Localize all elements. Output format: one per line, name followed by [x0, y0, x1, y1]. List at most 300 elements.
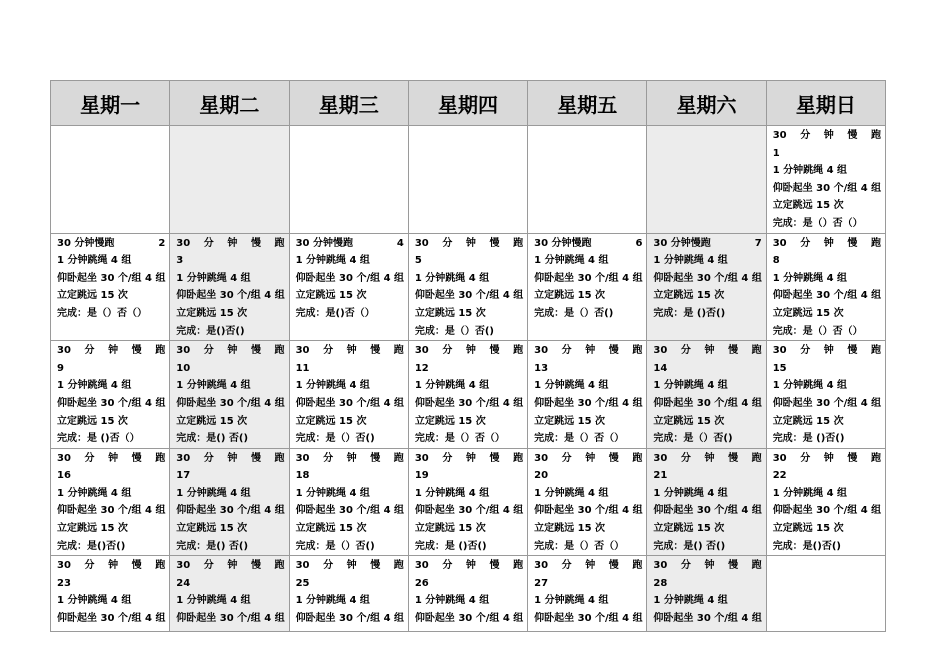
rope-line: 1 分钟跳绳 4 组: [414, 487, 490, 499]
jump-line: 立定跳远 15 次: [176, 523, 248, 535]
run-line: [653, 235, 761, 253]
jump-line: 立定跳远 15 次: [176, 307, 248, 319]
jump-line: 立定跳远 15 次: [653, 523, 725, 535]
situp-line: 仰卧起坐 30 个/组 4 组: [176, 613, 285, 625]
run-word: 钟: [108, 560, 119, 572]
run-word: 分: [680, 452, 691, 464]
day-number: 4: [396, 237, 404, 249]
day-cell: [408, 448, 527, 556]
run-word: 跑: [274, 560, 285, 572]
situp-line: 仰卧起坐 30 个/组 4 组: [772, 397, 882, 409]
day-cell: [289, 448, 408, 556]
run-word: 钟: [346, 452, 357, 464]
run-line: [57, 557, 165, 575]
run-word: 慢: [847, 345, 858, 357]
run-word: 钟: [585, 560, 596, 572]
run-word: 钟: [465, 560, 476, 572]
weekday-header-row: [51, 81, 886, 126]
completion-line: 完成：是（）否(): [414, 325, 494, 337]
situp-line: 仰卧起坐 30 个/组 4 组: [295, 397, 405, 409]
run-word: 慢: [608, 345, 619, 357]
day-cell: [766, 448, 885, 556]
run-word: 30: [772, 452, 787, 464]
situp-line: 仰卧起坐 30 个/组 4 组: [414, 505, 524, 517]
rope-line: 1 分钟跳绳 4 组: [295, 380, 370, 392]
run-line: [534, 235, 642, 253]
situp-line: 仰卧起坐 30 个/组 4 组: [57, 613, 166, 625]
run-word: 慢: [489, 560, 500, 572]
situp-line: 仰卧起坐 30 个/组 4 组: [57, 397, 166, 409]
rope-line: 1 分钟跳绳 4 组: [772, 487, 848, 499]
run-word: 慢: [489, 452, 500, 464]
run-line: [296, 235, 404, 253]
situp-line: 仰卧起坐 30 个/组 4 组: [57, 505, 166, 517]
situp-line: 仰卧起坐 30 个/组 4 组: [653, 613, 762, 625]
jump-line: 立定跳远 15 次: [772, 415, 844, 427]
jump-line: 立定跳远 15 次: [414, 307, 486, 319]
run-line: [773, 235, 881, 253]
run-word: 跑: [751, 345, 762, 357]
run-word: 30: [534, 345, 549, 357]
run-word: 慢: [489, 237, 500, 249]
day-number: 26: [414, 577, 429, 589]
run-word: 跑: [751, 452, 762, 464]
completion-line: 完成：是（）否（）: [57, 307, 147, 319]
weekday-monday: 星期一: [51, 81, 170, 126]
day-number: 24: [176, 577, 191, 589]
run-word: 分: [680, 345, 691, 357]
rope-line: 1 分钟跳绳 4 组: [57, 255, 132, 267]
rope-line: 1 分钟跳绳 4 组: [57, 595, 132, 607]
jump-line: 立定跳远 15 次: [772, 307, 844, 319]
week-row: [51, 233, 886, 341]
run-word: 分: [800, 452, 811, 464]
run-word: 慢: [131, 452, 142, 464]
run-word: 30: [414, 237, 429, 249]
jump-line: 立定跳远 15 次: [295, 290, 367, 302]
run-word: 钟: [227, 345, 238, 357]
rope-line: 1 分钟跳绳 4 组: [653, 255, 728, 267]
run-word: 分: [203, 452, 214, 464]
completion-line: 完成：是() 否(): [653, 540, 726, 552]
situp-line: 仰卧起坐 30 个/组 4 组: [57, 272, 166, 284]
jump-line: 立定跳远 15 次: [772, 200, 844, 212]
run-word: 跑: [870, 345, 881, 357]
day-cell: [170, 341, 289, 449]
run-line: [57, 450, 165, 468]
run-word: 跑: [274, 452, 285, 464]
run-word: 钟: [823, 130, 834, 141]
rope-line: 1 分钟跳绳 4 组: [653, 487, 728, 499]
run-word: 30: [295, 560, 310, 572]
jump-line: 立定跳远 15 次: [534, 415, 606, 427]
day-cell: [289, 126, 408, 234]
situp-line: 仰卧起坐 30 个/组 4 组: [176, 290, 285, 302]
run-word: 跑: [155, 345, 166, 357]
situp-line: 仰卧起坐 30 个/组 4 组: [534, 397, 643, 409]
day-cell: [528, 233, 647, 341]
day-number: 11: [295, 362, 310, 374]
run-word: 30: [414, 345, 429, 357]
day-cell: [408, 126, 527, 234]
run-line: [415, 342, 523, 360]
situp-line: 仰卧起坐 30 个/组 4 组: [534, 613, 643, 625]
run-word: 30: [176, 345, 191, 357]
completion-line: 完成：是（）否(): [534, 307, 614, 319]
rope-line: 1 分钟跳绳 4 组: [653, 595, 728, 607]
rope-line: 1 分钟跳绳 4 组: [295, 487, 370, 499]
situp-line: 仰卧起坐 30 个/组 4 组: [414, 290, 524, 302]
day-number: 2: [158, 237, 166, 249]
day-cell: [766, 556, 885, 632]
run-word: 跑: [393, 560, 404, 572]
day-cell: [51, 448, 170, 556]
run-word: 跑: [513, 345, 524, 357]
rope-line: 1 分钟跳绳 4 组: [772, 380, 848, 392]
day-cell: [647, 341, 766, 449]
run-line: [176, 450, 284, 468]
completion-line: 完成：是()否(): [57, 540, 126, 552]
day-cell: [647, 448, 766, 556]
situp-line: 仰卧起坐 30 个/组 4 组: [176, 505, 285, 517]
week-row: [51, 448, 886, 556]
week-row: [51, 341, 886, 449]
run-line: [534, 557, 642, 575]
run-word: 慢: [608, 560, 619, 572]
situp-line: 仰卧起坐 30 个/组 4 组: [414, 397, 524, 409]
run-word: 慢: [131, 345, 142, 357]
week-row: [51, 556, 886, 632]
day-cell: [408, 556, 527, 632]
run-word: 慢: [250, 345, 261, 357]
weekday-saturday: 星期六: [647, 81, 766, 126]
day-number: 9: [57, 362, 64, 374]
run-word: 30: [534, 452, 549, 464]
run-word: 慢: [250, 560, 261, 572]
rope-line: 1 分钟跳绳 4 组: [295, 255, 370, 267]
run-word: 分: [442, 345, 453, 357]
run-word: 30: [295, 345, 310, 357]
rope-line: 1 分钟跳绳 4 组: [534, 487, 609, 499]
run-word: 跑: [513, 452, 524, 464]
day-cell: [766, 126, 885, 234]
day-number: 22: [772, 470, 787, 482]
run-word: 跑: [274, 237, 285, 249]
rope-line: 1 分钟跳绳 4 组: [176, 595, 251, 607]
run-word: 慢: [847, 237, 858, 249]
day-cell: [170, 126, 289, 234]
run-word: 慢: [250, 237, 261, 249]
weekday-thursday: 星期四: [408, 81, 527, 126]
day-number: 6: [635, 237, 643, 249]
rope-line: 1 分钟跳绳 4 组: [772, 272, 848, 284]
rope-line: 1 分钟跳绳 4 组: [57, 487, 132, 499]
day-number: 15: [772, 362, 787, 374]
rope-line: 1 分钟跳绳 4 组: [772, 165, 848, 177]
run-word: 钟: [465, 452, 476, 464]
day-cell: [528, 448, 647, 556]
run-line: [773, 127, 881, 145]
run-line: [773, 342, 881, 360]
jump-line: 立定跳远 15 次: [534, 290, 606, 302]
day-cell: [289, 233, 408, 341]
run-word: 跑: [155, 560, 166, 572]
weekday-sunday: 星期日: [766, 81, 885, 126]
run-line: [534, 450, 642, 468]
jump-line: 立定跳远 15 次: [653, 290, 725, 302]
day-cell: [51, 233, 170, 341]
day-number: 10: [176, 362, 191, 374]
run-word: 钟: [108, 345, 119, 357]
run-word: 跑: [632, 452, 643, 464]
run-word: 钟: [585, 452, 596, 464]
jump-line: 立定跳远 15 次: [414, 415, 486, 427]
run-word: 分: [84, 345, 95, 357]
run-word: 30: [414, 452, 429, 464]
run-word: 钟: [465, 345, 476, 357]
situp-line: 仰卧起坐 30 个/组 4 组: [772, 182, 882, 194]
run-word: 慢: [608, 452, 619, 464]
situp-line: 仰卧起坐 30 个/组 4 组: [772, 505, 882, 517]
run-line: [415, 235, 523, 253]
run-word: 分: [323, 345, 334, 357]
rope-line: 1 分钟跳绳 4 组: [295, 595, 370, 607]
rope-line: 1 分钟跳绳 4 组: [414, 272, 490, 284]
run-word: 跑: [870, 130, 881, 141]
run-text: 30 分钟慢跑: [534, 237, 592, 249]
jump-line: 立定跳远 15 次: [176, 415, 248, 427]
run-word: 跑: [393, 345, 404, 357]
run-text: 30 分钟慢跑: [653, 237, 711, 249]
jump-line: 立定跳远 15 次: [414, 523, 486, 535]
day-cell: [51, 341, 170, 449]
situp-line: 仰卧起坐 30 个/组 4 组: [295, 505, 405, 517]
run-word: 慢: [370, 452, 381, 464]
day-number: 27: [534, 577, 549, 589]
run-word: 慢: [131, 560, 142, 572]
run-word: 分: [561, 560, 572, 572]
run-word: 分: [84, 560, 95, 572]
day-cell: [766, 233, 885, 341]
rope-line: 1 分钟跳绳 4 组: [57, 380, 132, 392]
day-number: 18: [295, 470, 310, 482]
run-word: 钟: [585, 345, 596, 357]
run-line: [57, 235, 165, 253]
completion-line: 完成：是 ()否(): [414, 540, 487, 552]
run-word: 钟: [823, 345, 834, 357]
run-word: 慢: [728, 345, 739, 357]
situp-line: 仰卧起坐 30 个/组 4 组: [414, 613, 524, 625]
run-word: 30: [176, 237, 191, 249]
completion-line: 完成：是（）否(): [295, 540, 375, 552]
run-word: 跑: [632, 345, 643, 357]
day-number: 1: [772, 147, 780, 159]
day-cell: [170, 448, 289, 556]
situp-line: 仰卧起坐 30 个/组 4 组: [176, 397, 285, 409]
weekday-wednesday: 星期三: [289, 81, 408, 126]
day-cell: [528, 341, 647, 449]
day-cell: [647, 556, 766, 632]
run-word: 30: [772, 237, 787, 249]
day-cell: [528, 556, 647, 632]
day-number: 21: [653, 470, 668, 482]
completion-line: 完成：是 ()否(): [772, 433, 845, 445]
rope-line: 1 分钟跳绳 4 组: [176, 487, 251, 499]
run-line: [296, 342, 404, 360]
run-word: 钟: [704, 452, 715, 464]
run-line: [653, 342, 761, 360]
day-cell: [170, 233, 289, 341]
completion-line: 完成：是 ()否（）: [57, 433, 140, 445]
run-word: 慢: [728, 560, 739, 572]
run-line: [296, 557, 404, 575]
run-word: 分: [442, 452, 453, 464]
run-word: 分: [442, 237, 453, 249]
situp-line: 仰卧起坐 30 个/组 4 组: [653, 272, 762, 284]
jump-line: 立定跳远 15 次: [653, 415, 725, 427]
run-line: [534, 342, 642, 360]
completion-line: 完成：是（）否(): [653, 433, 733, 445]
run-word: 跑: [513, 237, 524, 249]
day-cell: [408, 341, 527, 449]
completion-line: 完成：是 ()否(): [653, 307, 726, 319]
run-word: 分: [203, 237, 214, 249]
day-number: 28: [653, 577, 668, 589]
run-word: 钟: [823, 452, 834, 464]
situp-line: 仰卧起坐 30 个/组 4 组: [772, 290, 882, 302]
run-word: 30: [653, 452, 668, 464]
day-cell: [289, 556, 408, 632]
completion-line: 完成：是（）否(): [295, 433, 375, 445]
run-word: 钟: [346, 345, 357, 357]
run-word: 跑: [751, 560, 762, 572]
run-word: 钟: [704, 345, 715, 357]
jump-line: 立定跳远 15 次: [295, 415, 367, 427]
rope-line: 1 分钟跳绳 4 组: [534, 255, 609, 267]
situp-line: 仰卧起坐 30 个/组 4 组: [295, 272, 405, 284]
run-word: 跑: [274, 345, 285, 357]
jump-line: 立定跳远 15 次: [534, 523, 606, 535]
run-word: 30: [653, 560, 668, 572]
run-word: 钟: [346, 560, 357, 572]
run-word: 分: [203, 345, 214, 357]
run-word: 分: [84, 452, 95, 464]
day-number: 5: [414, 255, 422, 267]
run-line: [773, 450, 881, 468]
rope-line: 1 分钟跳绳 4 组: [176, 380, 251, 392]
jump-line: 立定跳远 15 次: [295, 523, 367, 535]
rope-line: 1 分钟跳绳 4 组: [414, 380, 490, 392]
run-word: 分: [561, 345, 572, 357]
completion-line: 完成：是（）否（）: [772, 325, 863, 337]
run-line: [415, 450, 523, 468]
run-word: 慢: [370, 560, 381, 572]
run-word: 钟: [227, 237, 238, 249]
run-word: 慢: [847, 452, 858, 464]
run-line: [653, 450, 761, 468]
situp-line: 仰卧起坐 30 个/组 4 组: [653, 505, 762, 517]
run-word: 分: [680, 560, 691, 572]
run-word: 分: [800, 237, 811, 249]
completion-line: 完成：是() 否(): [176, 433, 249, 445]
run-word: 钟: [465, 237, 476, 249]
run-line: [176, 557, 284, 575]
jump-line: 立定跳远 15 次: [772, 523, 844, 535]
situp-line: 仰卧起坐 30 个/组 4 组: [653, 397, 762, 409]
run-word: 30: [772, 130, 787, 141]
run-text: 30 分钟慢跑: [295, 237, 353, 249]
run-line: [653, 557, 761, 575]
rope-line: 1 分钟跳绳 4 组: [534, 595, 609, 607]
completion-line: 完成：是() 否(): [176, 540, 249, 552]
run-word: 分: [800, 345, 811, 357]
completion-line: 完成：是()否(): [772, 540, 841, 552]
run-line: [296, 450, 404, 468]
day-number: 19: [414, 470, 429, 482]
run-word: 分: [323, 560, 334, 572]
day-number: 20: [534, 470, 549, 482]
rope-line: 1 分钟跳绳 4 组: [534, 380, 609, 392]
day-cell: [408, 233, 527, 341]
day-number: 8: [772, 255, 780, 267]
run-word: 分: [203, 560, 214, 572]
run-word: 30: [176, 560, 191, 572]
run-word: 分: [323, 452, 334, 464]
run-word: 钟: [227, 452, 238, 464]
run-word: 分: [561, 452, 572, 464]
run-word: 30: [57, 345, 71, 357]
day-cell: [51, 556, 170, 632]
completion-line: 完成：是（）否（）: [534, 540, 625, 552]
run-text: 30 分钟慢跑: [57, 237, 115, 249]
day-cell: [170, 556, 289, 632]
jump-line: 立定跳远 15 次: [57, 290, 128, 302]
completion-line: 完成：是（）否（）: [414, 433, 505, 445]
completion-line: 完成：是（）否（）: [534, 433, 625, 445]
day-number: 13: [534, 362, 549, 374]
run-word: 30: [57, 560, 71, 572]
week-row: [51, 126, 886, 234]
weekday-tuesday: 星期二: [170, 81, 289, 126]
day-cell: [289, 341, 408, 449]
run-line: [176, 342, 284, 360]
run-word: 钟: [227, 560, 238, 572]
day-number: 16: [57, 470, 71, 482]
run-line: [415, 557, 523, 575]
day-number: 14: [653, 362, 668, 374]
situp-line: 仰卧起坐 30 个/组 4 组: [534, 272, 643, 284]
calendar-table: [50, 80, 886, 632]
run-word: 跑: [155, 452, 166, 464]
run-word: 钟: [823, 237, 834, 249]
day-cell: [647, 126, 766, 234]
completion-line: 完成：是()否（）: [295, 307, 375, 319]
completion-line: 完成：是()否(): [176, 325, 245, 337]
run-word: 30: [57, 452, 71, 464]
run-word: 慢: [250, 452, 261, 464]
run-word: 跑: [393, 452, 404, 464]
day-number: 17: [176, 470, 191, 482]
day-number: 23: [57, 577, 71, 589]
run-word: 慢: [728, 452, 739, 464]
completion-line: 完成：是（）否（）: [772, 217, 863, 229]
run-word: 跑: [870, 452, 881, 464]
rope-line: 1 分钟跳绳 4 组: [414, 595, 490, 607]
jump-line: 立定跳远 15 次: [57, 415, 128, 427]
run-line: [57, 342, 165, 360]
run-word: 钟: [108, 452, 119, 464]
run-word: 跑: [513, 560, 524, 572]
